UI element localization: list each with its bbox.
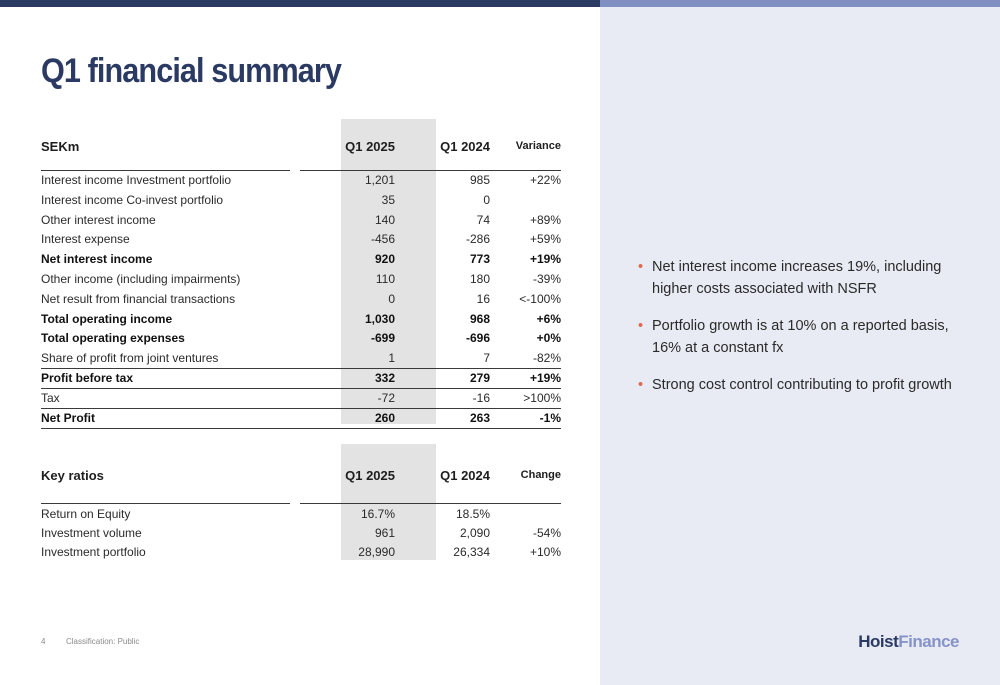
row-label: Share of profit from joint ventures xyxy=(41,351,219,366)
page-title: Q1 financial summary xyxy=(41,52,342,90)
row-variance: -39% xyxy=(532,272,561,286)
row-q1-2024: 0 xyxy=(483,192,490,207)
header-q1-2024: Q1 2024 xyxy=(440,139,490,154)
table-row xyxy=(41,250,561,269)
row-label: Interest income Investment portfolio xyxy=(41,173,232,187)
row-label: Total operating expenses xyxy=(41,331,185,346)
table-rule xyxy=(41,428,561,429)
header-key-ratios: Key ratios xyxy=(41,468,104,483)
row-label: Other income (including impairments) xyxy=(41,272,241,286)
table-row xyxy=(41,270,561,289)
page-number: 4 xyxy=(41,637,46,646)
header-variance: Variance xyxy=(515,140,561,152)
bullet-item xyxy=(638,315,973,359)
row-variance: -1% xyxy=(539,410,561,425)
top-accent-bar-light xyxy=(600,0,1000,7)
header-change: Change xyxy=(520,469,561,481)
row-q1-2024: 773 xyxy=(469,252,490,267)
row-label: Return on Equity xyxy=(41,507,131,521)
row-q1-2025: 28,990 xyxy=(358,545,395,559)
row-label: Total operating income xyxy=(41,311,173,326)
row-label: Tax xyxy=(41,390,60,405)
row-q1-2025: -699 xyxy=(370,331,395,346)
bullet-marker: • xyxy=(638,318,644,334)
table-row xyxy=(41,524,561,543)
row-variance: -54% xyxy=(532,526,561,540)
row-q1-2025: 1,030 xyxy=(364,311,395,326)
row-variance: +10% xyxy=(529,545,561,559)
row-q1-2024: 985 xyxy=(469,173,490,187)
row-q1-2025: 16.7% xyxy=(360,507,395,521)
row-q1-2025: 260 xyxy=(374,410,395,425)
row-q1-2024: -16 xyxy=(472,390,490,405)
row-variance: +0% xyxy=(536,331,561,346)
row-q1-2024: 26,334 xyxy=(453,545,490,559)
row-variance: +59% xyxy=(529,232,561,247)
row-variance: -82% xyxy=(532,351,561,366)
top-accent-bar-dark xyxy=(0,0,600,7)
bullet-text: Portfolio growth is at 10% on a reported basis, 16% at a constant fx xyxy=(652,318,949,356)
row-q1-2024: 279 xyxy=(469,371,490,385)
table-rule xyxy=(300,503,561,504)
row-variance: +22% xyxy=(529,173,561,187)
table-row xyxy=(41,290,561,309)
row-q1-2024: 16 xyxy=(476,291,490,306)
table-row xyxy=(41,230,561,249)
table-row xyxy=(41,171,561,190)
row-label: Interest income Co-invest portfolio xyxy=(41,192,224,207)
table-row xyxy=(41,543,561,562)
row-q1-2024: 74 xyxy=(476,212,490,227)
table-rule xyxy=(41,503,290,504)
table-row xyxy=(41,329,561,348)
row-label: Profit before tax xyxy=(41,371,134,385)
row-q1-2025: 110 xyxy=(375,272,395,286)
row-q1-2025: 920 xyxy=(374,252,395,267)
row-variance: +19% xyxy=(529,252,561,267)
row-q1-2025: -456 xyxy=(370,232,395,247)
table-row xyxy=(41,505,561,524)
bullet-marker: • xyxy=(638,377,644,393)
row-variance: +19% xyxy=(529,371,561,385)
row-label: Investment portfolio xyxy=(41,545,146,559)
row-label: Net interest income xyxy=(41,252,153,267)
header-sekm: SEKm xyxy=(41,139,80,154)
row-label: Other interest income xyxy=(41,212,156,227)
row-q1-2024: -286 xyxy=(465,232,490,247)
bullet-item xyxy=(638,374,973,396)
header-q1-2025: Q1 2025 xyxy=(345,139,395,154)
row-q1-2024: 18.5% xyxy=(455,507,490,521)
row-q1-2025: 1,201 xyxy=(364,173,395,187)
row-label: Interest expense xyxy=(41,232,130,247)
row-label: Net result from financial transactions xyxy=(41,291,236,306)
key-takeaways-list xyxy=(638,256,973,411)
row-q1-2025: 961 xyxy=(374,526,395,540)
row-variance: <-100% xyxy=(519,291,561,306)
bullet-item xyxy=(638,256,973,300)
header-q1-2025: Q1 2025 xyxy=(345,468,395,483)
hoist-finance-logo: HoistFinance xyxy=(858,632,959,651)
table-row xyxy=(41,310,561,329)
row-q1-2024: 968 xyxy=(469,311,490,326)
row-variance: +6% xyxy=(536,311,561,326)
table-row xyxy=(41,409,561,428)
row-q1-2024: 2,090 xyxy=(459,526,490,540)
row-label: Net Profit xyxy=(41,410,95,425)
bullet-text: Net interest income increases 19%, including higher costs associated with NSFR xyxy=(652,259,942,297)
row-q1-2025: 332 xyxy=(374,371,395,385)
row-q1-2025: 0 xyxy=(388,291,395,306)
row-q1-2025: 1 xyxy=(388,351,395,366)
bullet-text: Strong cost control contributing to profit growth xyxy=(652,377,952,393)
row-q1-2025: 140 xyxy=(374,212,395,227)
table-row xyxy=(41,349,561,368)
table-row xyxy=(41,369,561,388)
table-row xyxy=(41,211,561,230)
row-variance: >100% xyxy=(523,390,561,405)
row-q1-2024: -696 xyxy=(465,331,490,346)
row-label: Investment volume xyxy=(41,526,142,540)
row-q1-2024: 263 xyxy=(469,410,490,425)
bullet-marker: • xyxy=(638,259,644,275)
table-row xyxy=(41,191,561,210)
row-q1-2025: -72 xyxy=(377,390,395,405)
row-q1-2024: 180 xyxy=(469,272,490,286)
row-variance: +89% xyxy=(529,212,561,227)
row-q1-2024: 7 xyxy=(483,351,490,366)
classification-label: Classification: Public xyxy=(66,637,140,646)
header-q1-2024: Q1 2024 xyxy=(440,468,490,483)
table-row xyxy=(41,389,561,408)
row-q1-2025: 35 xyxy=(381,192,395,207)
